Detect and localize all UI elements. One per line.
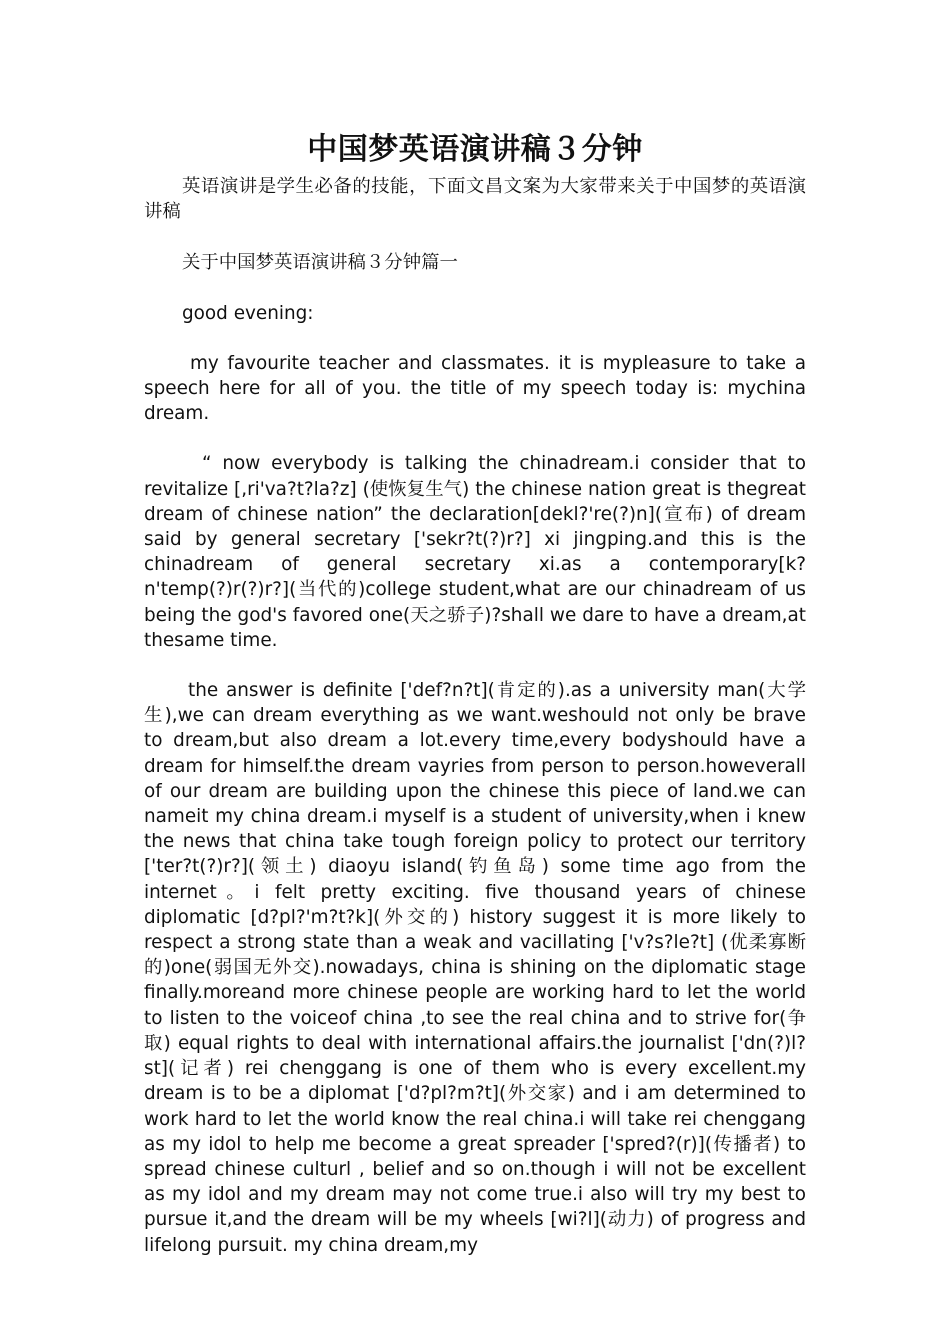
document-page: [144, 128, 806, 1283]
section-heading: 关于中国梦英语演讲稿３分钟篇一: [182, 252, 458, 274]
intro-paragraph: 英语演讲是学生必备的技能，下面文昌文案为大家带来关于中国梦的英语演讲稿: [144, 176, 806, 223]
speech-paragraph-2: “ now everybody is talking the chinadream.i consider that to revitalize [,ri'va?t?la?z] (使恢复生气) the chinese nation great is thegreat dream of chinese nation” the declaration[dekl?'re(?)n](宣布) of dream said by general secretary ['sekr?t(?)r?] xi jingping.and this is the chinadream of general secretary xi.as a contemporary[k?n'temp(?)r(?)r?](当代的)college student,what are our chinadream of us being the god's favored one(天之骄子)?shall we dare to have a dream,at thesame time.: [144, 453, 806, 651]
speech-paragraph-3: the answer is definite ['def?n?t](肯定的).as a university man(大学生),we can dream everything as we want.weshould not only be brave to dream,but also dream a lot.every time,every bodyshould have a dream for himself.the dream vayries from person to person.howeverall of our dream are building upon the chinese this piece of land.we can nameit my china dream.i myself is a student of university,when i knew the news that china take tough foreign policy to protect our territory ['ter?t(?)r?](领土) diaoyu island(钓鱼岛) some time ago from the internet。i felt pretty exciting. five thousand years of chinese diplomatic [d?pl?'m?t?k](外交的) history suggest it is more likely to respect a strong state than a weak and vacillating ['v?s?le?t] (优柔寡断的)one(弱国无外交).nowadays, china is shining on the diplomatic stage finally.moreand more chinese people are working hard to let the world to listen to the voiceof china ,to see the real china and to strive for(争取) equal rights to deal with international affairs.the journalist ['dn(?)l?st](记者) rei chenggang is one of them who is every excellent.my dream is to be a diplomat ['d?pl?m?t](外交家) and i am determined to work hard to let the world know the real china.i will take rei chenggang as my idol to help me become a great spreader ['spred?(r)](传播者) to spread chinese culturl , belief and so on.though i will not be excellent as my idol and my dream may not come true.i also will try my best to pursue it,and the dream will be my wheels [wi?l](动力) of progress and lifelong pursuit. my china dream,my: [144, 680, 806, 1256]
document-title: 中国梦英语演讲稿３分钟: [307, 132, 643, 167]
greeting-paragraph: good evening:: [182, 302, 314, 324]
speech-paragraph-1: my favourite teacher and classmates. it is mypleasure to take a speech here for all of you. the title of my speech today is: mychina dream.: [144, 352, 806, 425]
